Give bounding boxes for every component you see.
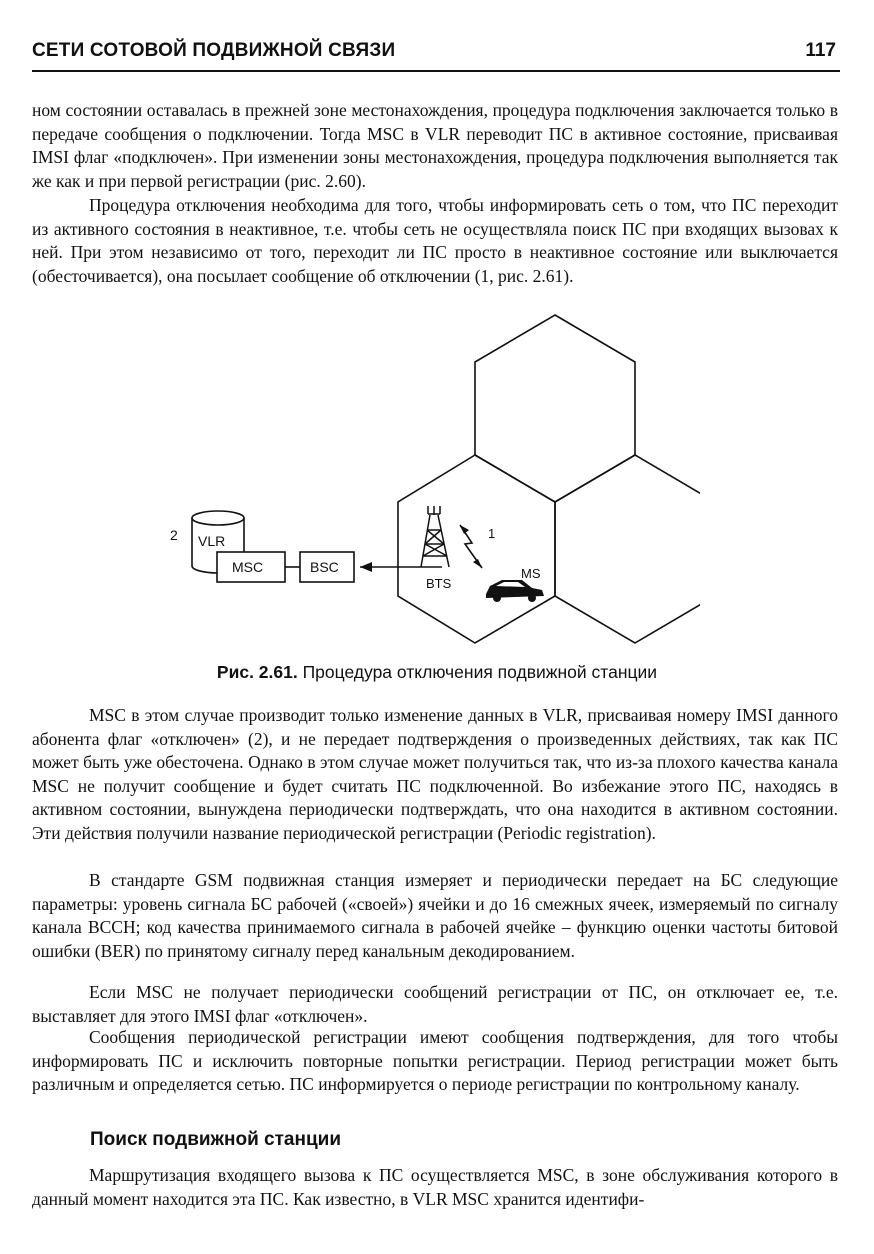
running-header: [32, 38, 840, 72]
bts-label: BTS: [426, 576, 452, 591]
paragraph-4: В стандарте GSM подвижная станция измеряет и периодически передает на БС следующие параметры: уровень сигнала БС рабочей («своей») ячейки и до 16 смежных ячеек, измеряемый по сигналу канала BCCH; код качества принимаемого сигнала в рабочей ячейке – функцию оценки частоты битовой ошибки (BER) по принятому сигналу перед канальным декодированием.: [32, 870, 838, 961]
paragraph-6: Сообщения периодической регистрации имеют сообщения подтверждения, для того чтобы информировать ПС и исключить повторные попытки регистрации. Период регистрации может быть различным и определяется сетью. ПС информируется о периоде регистрации по контрольному каналу.: [32, 1027, 838, 1095]
caption-number: Рис. 2.61.: [216, 662, 298, 682]
paragraph-7: Маршрутизация входящего вызова к ПС осуществляется MSC, в зоне обслуживания которого в данный момент находится эта ПС. Как известно, в VLR MSC хранится идентифи-: [32, 1165, 838, 1209]
figure-caption: [0, 662, 874, 683]
page-number: 117: [805, 40, 836, 61]
section-heading: Поиск подвижной станции: [90, 1129, 342, 1150]
radio-signal-icon: [460, 525, 482, 568]
bsc-label: BSC: [310, 559, 339, 575]
mobile-station-car-icon: [486, 580, 544, 602]
paragraph-3: MSC в этом случае производит только изменение данных в VLR, присваивая номеру IMSI данного абонента флаг «отключен» (2), и не передает подтверждения о произведенных действиях, так как ПС может быть уже обесточена. Однако в этом случае может получиться так, что из-за плохого качества канала MSC не получит сообщение и будет считать ПС подключенной. Во избежание этого ПС, находясь в активном состоянии, вынуждена периодически подтверждать, что она находится в активном состоянии. Эти действия получили название периодической регистрации (Periodic registration).: [32, 705, 838, 843]
paragraph-1: ном состоянии оставалась в прежней зоне местонахождения, процедура подключения заключается только в передаче сообщения о подключении. Тогда MSC в VLR переводит ПС в активное состояние, присваивая IMSI флаг «подключен». При изменении зоны местонахождения, процедура подключения выполняется так же как и при первой регистрации (рис. 2.60).: [32, 100, 838, 191]
ms-label: MS: [521, 566, 541, 581]
paragraph-2: Процедура отключения необходима для того, чтобы информировать сеть о том, что ПС переходит из активного состояния в неактивное, т.е. чтобы сеть не осуществляла поиск ПС при входящих вызовах к ней. При этом независимо от того, переходит ли ПС просто в неактивное состояние или выключается (обесточивается), она посылает сообщение об отключении (1, рис. 2.61).: [32, 195, 838, 286]
caption-text: Процедура отключения подвижной станции: [297, 662, 658, 682]
arrow-to-bsc-icon: [360, 562, 372, 572]
cell-network-diagram: [160, 310, 700, 655]
figure-2-61: [160, 310, 700, 655]
running-title: СЕТИ СОТОВОЙ ПОДВИЖНОЙ СВЯЗИ: [32, 40, 396, 61]
msc-label: MSC: [232, 559, 264, 575]
vlr-label: VLR: [198, 533, 226, 549]
hex-cell-serving: [398, 455, 555, 643]
marker-1-label: 1: [488, 526, 496, 541]
paragraph-5: Если MSC не получает периодически сообщений регистрации от ПС, он отключает ее, т.е. выставляет для этого IMSI флаг «отключен».: [32, 982, 838, 1026]
bts-tower-icon: [421, 506, 449, 567]
marker-2-label: 2: [170, 527, 178, 543]
hex-cell-right: [555, 455, 700, 643]
hex-cell-top: [475, 315, 635, 502]
